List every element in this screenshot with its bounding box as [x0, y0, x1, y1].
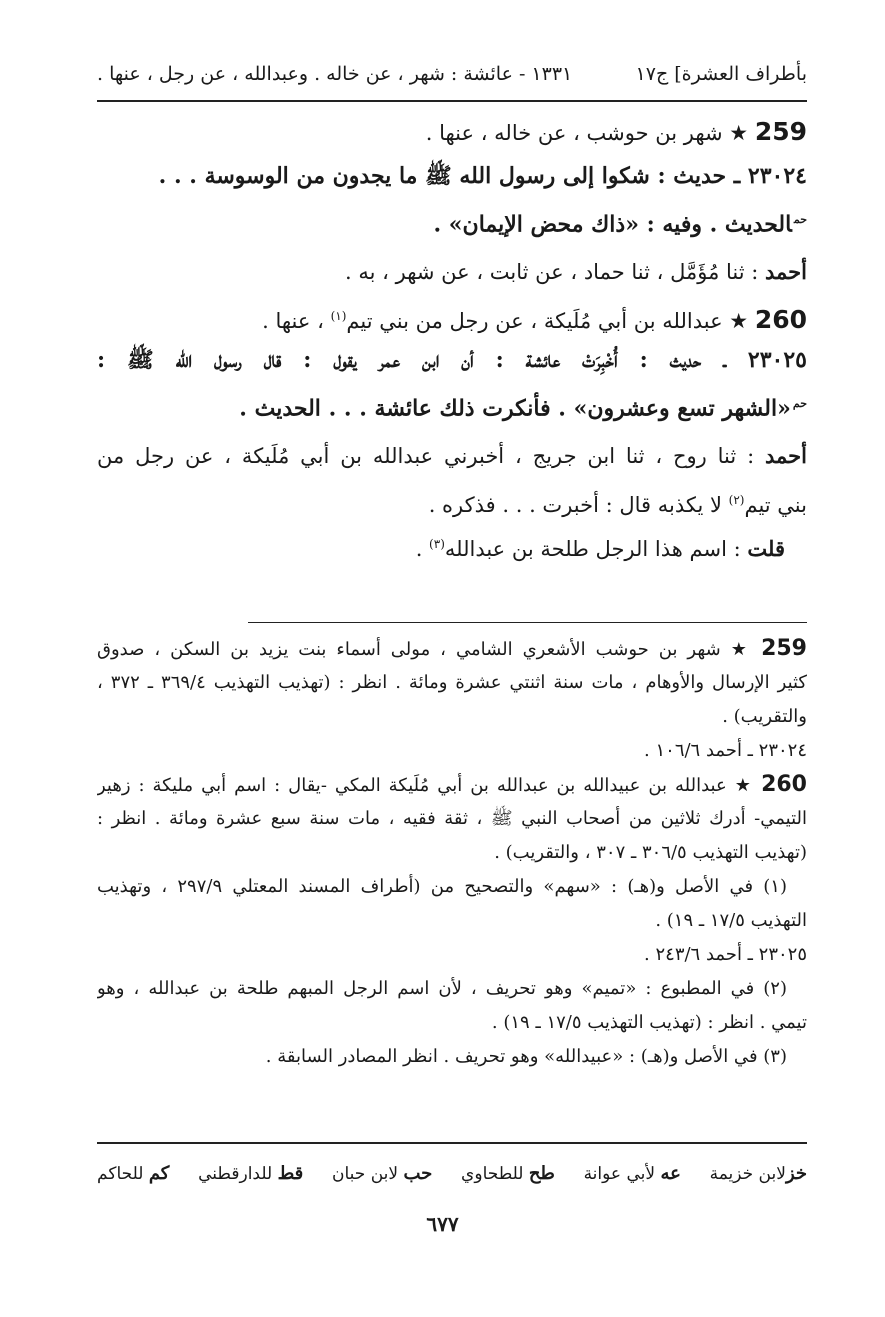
footnote-259-line2: كثير الإرسال والأوهام ، مات سنة اثنتي عشرة ومائة . انظر : (تهذيب التهذيب ٣٦٩/٤ ـ ٣٧٢ ،	[97, 672, 807, 693]
footnote-ref: (٢)	[728, 493, 745, 507]
main-text	[97, 110, 807, 566]
hadith-text: الحديث . وفيه : «ذاك محض الإيمان» .	[433, 211, 792, 238]
entry-number: 259	[754, 117, 807, 146]
entry-number: 260	[754, 305, 807, 334]
footnotes	[97, 632, 807, 1074]
header-title: بأطراف العشرة] ج١٧	[635, 63, 807, 85]
qult-line	[97, 522, 807, 566]
footnote-23024: ٢٣٠٢٤ ـ أحمد ١٠٦/٦ .	[644, 740, 807, 761]
header-rule	[97, 100, 807, 102]
abbreviation-rule	[97, 1142, 807, 1144]
narration-23024	[97, 250, 807, 294]
abbr-item: خزلابن خزيمة	[709, 1162, 807, 1184]
qult-label: قلت	[747, 536, 785, 561]
entry-text: شهر بن حوشب ، عن خاله ، عنها .	[425, 121, 723, 145]
narration-text: بني تيم	[744, 493, 807, 517]
footnote-1-line1: (١) في الأصل و(هـ) : «سهم» والتصحيح من (أطراف المسند المعتلي ٢٩٧/٩ ، وتهذيب	[97, 876, 787, 897]
siglum-mark: حم	[792, 397, 807, 410]
narrator-name: أحمد	[765, 259, 807, 284]
footnote-260-line2: التيمي- أدرك ثلاثين من أصحاب النبي ﷺ ، ثقة فقيه ، مات سنة سبع عشرة ومائة . انظر :	[97, 808, 807, 829]
entry-259	[97, 110, 807, 154]
footnote-text: شهر بن حوشب الأشعري الشامي ، مولى أسماء بنت يزيد بن السكن ، صدوق	[97, 639, 721, 660]
entry-260	[97, 294, 807, 338]
star-icon: ★	[729, 309, 749, 333]
entry-text: عبدالله بن أبي مُلَيكة ، عن رجل من بني تيم	[346, 309, 723, 333]
footnote-text: عبدالله بن عبيدالله بن عبدالله بن أبي مُلَيكة المكي -يقال : اسم أبي مليكة : زهير	[97, 775, 727, 796]
qult-tail: .	[415, 537, 430, 561]
footnote-1-line2: التهذيب ١٧/٥ ـ ١٩) .	[655, 910, 807, 931]
footnote-23025: ٢٣٠٢٥ ـ أحمد ٢٤٣/٦ .	[644, 944, 807, 965]
footnote-number: 259	[761, 636, 807, 661]
siglum-mark: حم	[793, 213, 807, 226]
abbr-item: عه لأبي عوانة	[583, 1162, 681, 1184]
narration-23025-line1	[97, 434, 807, 478]
footnote-rule	[248, 622, 807, 623]
footnote-ref: (٣)	[429, 537, 445, 551]
qult-text: : اسم هذا الرجل طلحة بن عبدالله	[444, 537, 748, 561]
star-icon: ★	[734, 775, 754, 796]
hadith-text: «الشهر تسع وعشرون» . فأنكرت ذلك عائشة . . . الحديث .	[239, 395, 791, 422]
abbr-item: طح للطحاوي	[461, 1162, 555, 1184]
abbr-item: كم للحاكم	[97, 1162, 170, 1184]
abbreviation-key	[97, 1158, 807, 1188]
header-subtitle: ١٣٣١ - عائشة : شهر ، عن خاله . وعبدالله ، عن رجل ، عنها .	[97, 63, 573, 85]
narration-text: : ثنا مُؤَمَّل ، ثنا حماد ، عن ثابت ، عن شهر ، به .	[345, 260, 766, 284]
narration-text: : ثنا روح ، ثنا ابن جريج ، أخبرني عبدالله بن أبي مُلَيكة ، عن رجل من	[97, 444, 766, 468]
footnote-2-line1: (٢) في المطبوع : «تميم» وهو تحريف ، لأن اسم الرجل المبهم طلحة بن عبدالله ، وهو	[97, 978, 787, 999]
hadith-23024-line2	[97, 198, 807, 242]
narration-23025-line2	[97, 478, 807, 522]
footnote-ref: (١)	[330, 309, 347, 323]
hadith-23024-line1: ٢٣٠٢٤ ـ حديث : شكوا إلى رسول الله ﷺ ما يجدون من الوسوسة . . .	[158, 163, 807, 189]
footnote-259-line1	[97, 632, 807, 666]
footnote-number: 260	[761, 772, 807, 797]
abbr-item: قط للدارقطني	[198, 1162, 304, 1184]
star-icon: ★	[729, 121, 749, 145]
page-number: ٦٧٧	[426, 1212, 459, 1236]
abbr-item: حب لابن حبان	[332, 1162, 433, 1184]
footnote-260-line3: (تهذيب التهذيب ٣٠٦/٥ ـ ٣٠٧ ، والتقريب) .	[494, 842, 807, 863]
footnote-2-line2: تيمي . انظر : (تهذيب التهذيب ١٧/٥ ـ ١٩) .	[491, 1012, 807, 1033]
running-header	[97, 56, 807, 92]
hadith-23025-line2	[97, 382, 807, 426]
footnote-260-line1	[97, 768, 807, 802]
narrator-name: أحمد	[765, 443, 807, 468]
hadith-23025-line1: ٢٣٠٢٥ ـ حديث : أُخْبِرَتْ عائشة : أن ابن عمر يقول : قال رسول الله ﷺ :	[97, 347, 807, 373]
narration-text: لا يكذبه قال : أخبرت . . . فذكره .	[428, 493, 729, 517]
star-icon: ★	[730, 639, 752, 660]
entry-tail: ، عنها .	[262, 309, 331, 333]
footnote-3: (٣) في الأصل و(هـ) : «عبيدالله» وهو تحريف . انظر المصادر السابقة .	[265, 1046, 787, 1067]
footnote-259-line3: والتقريب) .	[722, 706, 807, 727]
